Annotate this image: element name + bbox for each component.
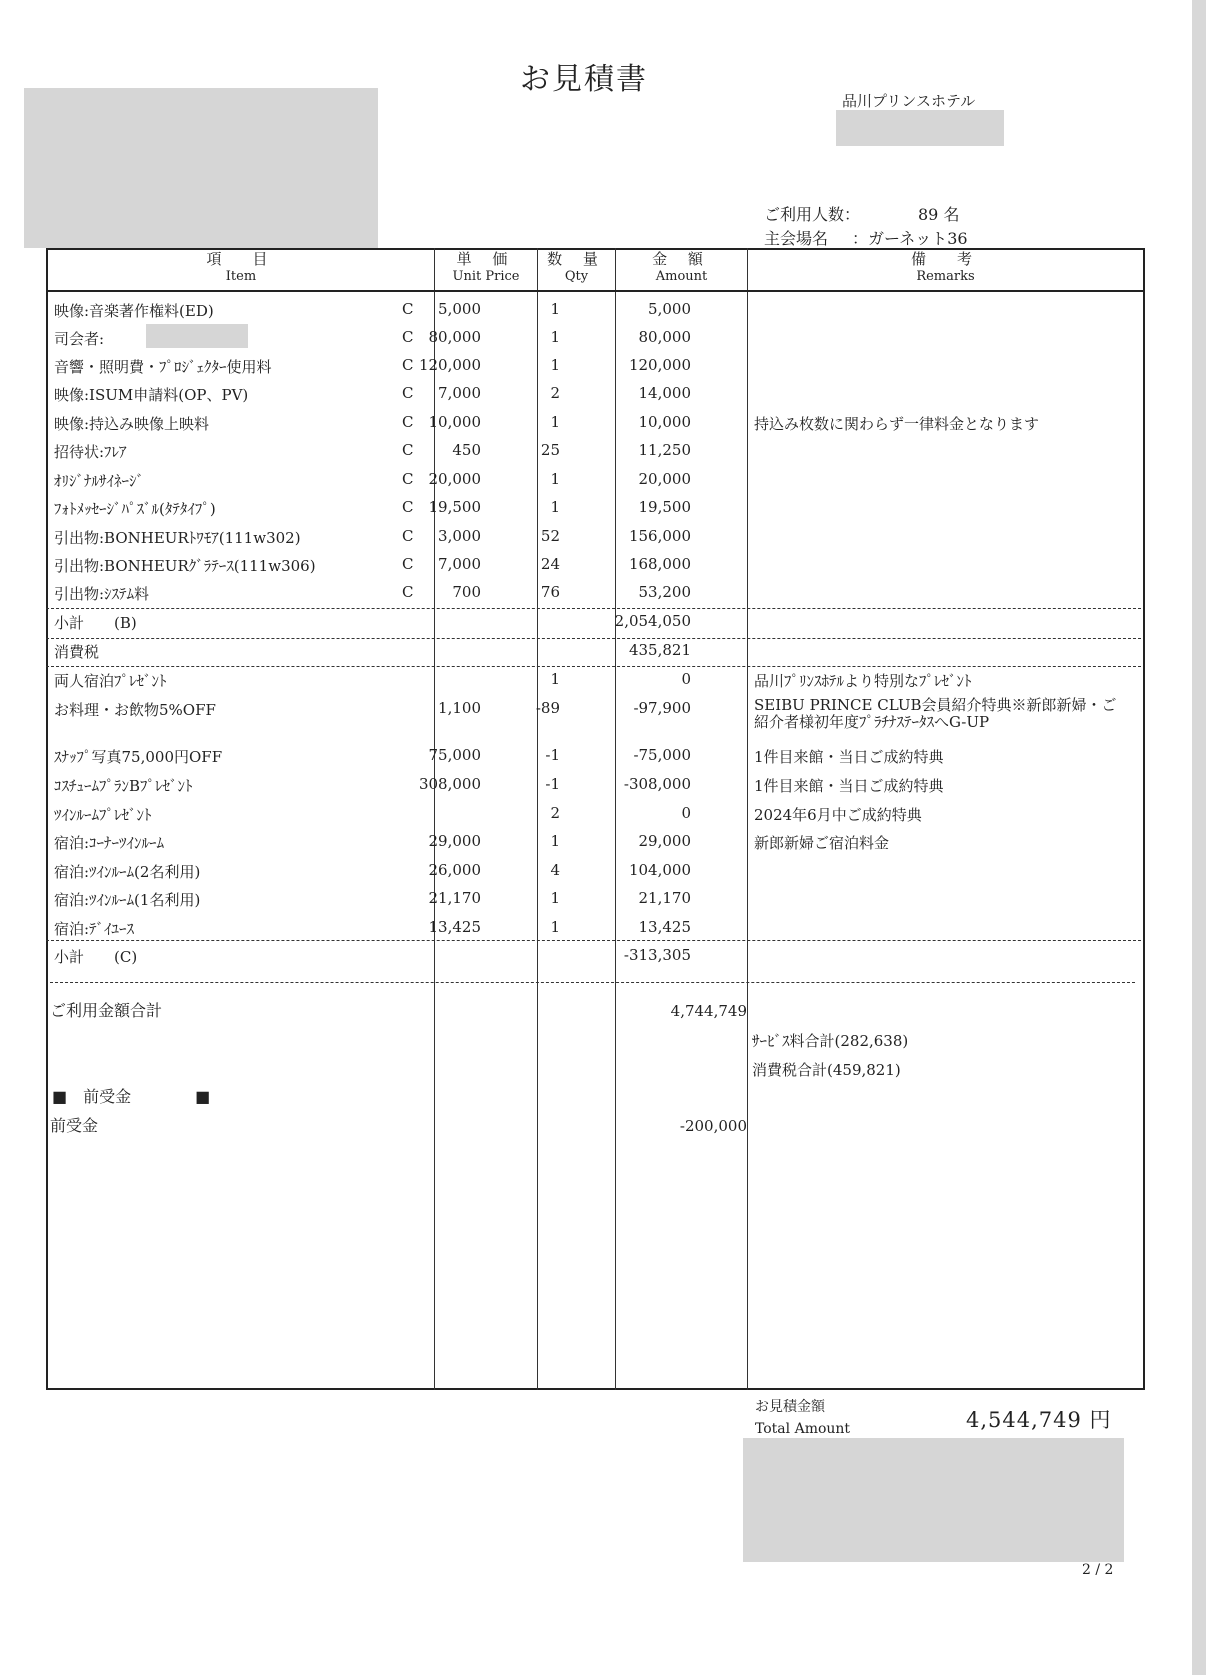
row-unit-price: 29,000 [428, 832, 481, 850]
row-amount: 19,500 [638, 498, 691, 516]
row-unit-price: 7,000 [438, 555, 481, 573]
table-row [48, 942, 1143, 970]
row-amount: -308,000 [623, 775, 691, 793]
table-row [48, 608, 1143, 636]
row-qty: 1 [550, 356, 560, 374]
subtotal-divider [46, 666, 1141, 667]
table-row [48, 742, 1143, 770]
row-unit-price: 3,000 [438, 527, 481, 545]
table-row [48, 551, 1143, 579]
row-item: 引出物:BONHEURﾄﾜﾓｱ(111w302) [54, 529, 301, 547]
subtotal-divider [46, 638, 1141, 639]
row-remarks: SEIBU PRINCE CLUB会員紹介特典※新郎新婦・ご 紹介者様初年度ﾌﾟﾗﾁﾅｽﾃｰﾀｽへG-UP [754, 696, 1117, 731]
row-qty: -89 [535, 699, 560, 717]
row-remarks: 品川ﾌﾟﾘﾝｽﾎﾃﾙより特別なﾌﾟﾚｾﾞﾝﾄ [754, 672, 972, 690]
row-remarks: 持込み枚数に関わらず一律料金となります [754, 415, 1040, 433]
row-item: 消費税 [54, 643, 100, 661]
row-qty: 1 [550, 470, 560, 488]
row-unit-price: 5,000 [438, 300, 481, 318]
redacted-block [836, 110, 1004, 146]
row-item: ｽﾅｯﾌﾟ写真75,000円OFF [54, 748, 223, 766]
row-item: 司会者: [54, 330, 105, 348]
row-item: 映像:ISUM申請料(OP、PV) [54, 386, 249, 404]
row-remarks: 新郎新婦ご宿泊料金 [754, 834, 890, 852]
row-unit-price: 20,000 [428, 470, 481, 488]
table-row [48, 579, 1143, 607]
row-item: ﾂｲﾝﾙｰﾑﾌﾟﾚｾﾞﾝﾄ [54, 806, 152, 824]
row-item: 小計 (B) [54, 614, 137, 632]
row-amount: 0 [681, 670, 691, 688]
row-qty: 2 [550, 384, 560, 402]
row-unit-price: 26,000 [428, 861, 481, 879]
row-remarks: 1件目来館・当日ご成約特典 [754, 777, 944, 795]
row-item: 映像:音楽著作権料(ED) [54, 302, 214, 320]
row-qty: 1 [550, 498, 560, 516]
table-row [48, 380, 1143, 408]
row-amount: 0 [681, 804, 691, 822]
hotel-name: 品川プリンスホテル [842, 92, 976, 110]
row-item: 宿泊:ﾂｲﾝﾙｰﾑ(1名利用) [54, 891, 201, 909]
row-code: C [402, 583, 414, 601]
grand-total-value: 4,744,749 [670, 1002, 747, 1020]
row-item: 引出物:ｼｽﾃﾑ料 [54, 585, 150, 603]
tax-total: 消費税合計(459,821) [752, 1061, 901, 1079]
row-amount: 20,000 [638, 470, 691, 488]
header-amount: 金 額 Amount [652, 250, 711, 284]
row-item: 引出物:BONHEURｸﾞﾗﾃｰｽ(111w306) [54, 557, 316, 575]
row-item: 招待状:ﾌﾚｱ [54, 443, 127, 461]
row-unit-price: 700 [452, 583, 481, 601]
row-code: C [402, 413, 414, 431]
row-amount: 80,000 [638, 328, 691, 346]
row-item: 音響・照明費・ﾌﾟﾛｼﾞｪｸﾀｰ使用料 [54, 358, 272, 376]
header-divider [46, 290, 1145, 292]
table-row [48, 771, 1143, 799]
row-qty: 1 [550, 670, 560, 688]
document-title: お見積書 [520, 62, 648, 97]
table-row [48, 885, 1143, 913]
venue-value: ：ガーネット36 [852, 229, 968, 248]
row-code: C [402, 441, 414, 459]
row-remarks: 1件目来館・当日ご成約特典 [754, 748, 944, 766]
service-charge-total: ｻｰﾋﾞｽ料合計(282,638) [752, 1032, 909, 1050]
row-code: C [402, 527, 414, 545]
total-amount-label: お見積金額 Total Amount [755, 1399, 851, 1437]
row-item: 宿泊:ﾂｲﾝﾙｰﾑ(2名利用) [54, 863, 201, 881]
row-code: C [402, 498, 414, 516]
row-amount: 10,000 [638, 413, 691, 431]
row-amount: 120,000 [628, 356, 691, 374]
row-amount: -313,305 [623, 946, 691, 964]
row-unit-price: 80,000 [428, 328, 481, 346]
row-unit-price: 308,000 [418, 775, 481, 793]
table-row [48, 637, 1143, 665]
page-edge [1192, 0, 1206, 1675]
subtotal-divider [46, 608, 1141, 609]
header-item: 項 目 Item [206, 250, 276, 284]
row-qty: 52 [540, 527, 560, 545]
row-unit-price: 75,000 [428, 746, 481, 764]
table-row [48, 352, 1143, 380]
section-divider [50, 982, 1135, 983]
subtotal-divider [46, 940, 1141, 941]
table-row [48, 466, 1143, 494]
row-qty: 1 [550, 889, 560, 907]
row-item: 宿泊:ﾃﾞｲﾕｰｽ [54, 920, 135, 938]
header-qty: 数 量 Qty [547, 250, 606, 284]
venue-label: 主会場名 [764, 229, 829, 248]
row-amount: -75,000 [633, 746, 691, 764]
table-row [48, 494, 1143, 522]
row-unit-price: 13,425 [428, 918, 481, 936]
row-code: C [402, 470, 414, 488]
row-unit-price: 1,100 [438, 699, 481, 717]
row-amount: 29,000 [638, 832, 691, 850]
deposit-heading: ■ 前受金 ■ [52, 1087, 211, 1106]
row-item: 小計 (C) [54, 948, 138, 966]
table-row [48, 857, 1143, 885]
row-qty: -1 [545, 746, 560, 764]
table-row [48, 695, 1143, 731]
row-code: C [402, 300, 414, 318]
total-amount-value: 4,544,749 円 [966, 1408, 1112, 1432]
row-qty: 1 [550, 413, 560, 431]
table-row [48, 296, 1143, 324]
row-unit-price: 450 [452, 441, 481, 459]
redacted-block [24, 88, 378, 248]
row-amount: 435,821 [628, 641, 691, 659]
table-row [48, 437, 1143, 465]
row-amount: 5,000 [648, 300, 691, 318]
row-amount: 14,000 [638, 384, 691, 402]
row-unit-price: 10,000 [428, 413, 481, 431]
row-item: 映像:持込み映像上映料 [54, 415, 210, 433]
table-row [48, 914, 1143, 942]
row-amount: 11,250 [638, 441, 691, 459]
row-qty: 4 [550, 861, 560, 879]
row-amount: 104,000 [628, 861, 691, 879]
row-amount: 13,425 [638, 918, 691, 936]
deposit-label: 前受金 [50, 1116, 99, 1135]
redacted-block [743, 1438, 1124, 1562]
row-qty: -1 [545, 775, 560, 793]
row-unit-price: 7,000 [438, 384, 481, 402]
row-qty: 24 [540, 555, 560, 573]
table-row [48, 324, 1143, 352]
header-unit-price: 単 価 Unit Price [452, 250, 520, 284]
deposit-value: -200,000 [679, 1117, 747, 1135]
row-amount: 53,200 [638, 583, 691, 601]
row-item: ｺｽﾁｭｰﾑﾌﾟﾗﾝBﾌﾟﾚｾﾞﾝﾄ [54, 777, 193, 795]
row-remarks: 2024年6月中ご成約特典 [754, 806, 922, 824]
table-row [48, 523, 1143, 551]
page-number: 2 / 2 [1082, 1562, 1114, 1578]
row-item: ｵﾘｼﾞﾅﾙｻｲﾈｰｼﾞ [54, 472, 145, 490]
row-qty: 1 [550, 328, 560, 346]
table-row [48, 800, 1143, 828]
row-amount: 21,170 [638, 889, 691, 907]
row-code: C [402, 356, 414, 374]
row-qty: 1 [550, 832, 560, 850]
guests-label: ご利用人数： [764, 205, 861, 224]
row-amount: 168,000 [628, 555, 691, 573]
row-amount: -97,900 [633, 699, 691, 717]
guests-value: 89 名 [918, 205, 960, 224]
row-code: C [402, 328, 414, 346]
row-unit-price: 21,170 [428, 889, 481, 907]
row-amount: 2,054,050 [614, 612, 691, 630]
table-row [48, 828, 1143, 856]
row-item: ﾌｫﾄﾒｯｾｰｼﾞﾊﾟｽﾞﾙ(ﾀﾃﾀｲﾌﾟ) [54, 500, 216, 518]
row-qty: 25 [540, 441, 560, 459]
row-code: C [402, 555, 414, 573]
row-qty: 76 [540, 583, 560, 601]
table-row [48, 666, 1143, 694]
header-remarks: 備 考 Remarks [910, 250, 980, 284]
grand-total-label: ご利用金額合計 [50, 1001, 163, 1020]
table-row [48, 409, 1143, 437]
row-qty: 2 [550, 804, 560, 822]
row-item: 両人宿泊ﾌﾟﾚｾﾞﾝﾄ [54, 672, 167, 690]
row-qty: 1 [550, 300, 560, 318]
row-unit-price: 120,000 [418, 356, 481, 374]
row-code: C [402, 384, 414, 402]
row-amount: 156,000 [628, 527, 691, 545]
row-item: 宿泊:ｺｰﾅｰﾂｲﾝﾙｰﾑ [54, 834, 165, 852]
row-unit-price: 19,500 [428, 498, 481, 516]
row-item: お料理・お飲物5%OFF [54, 701, 216, 719]
row-qty: 1 [550, 918, 560, 936]
